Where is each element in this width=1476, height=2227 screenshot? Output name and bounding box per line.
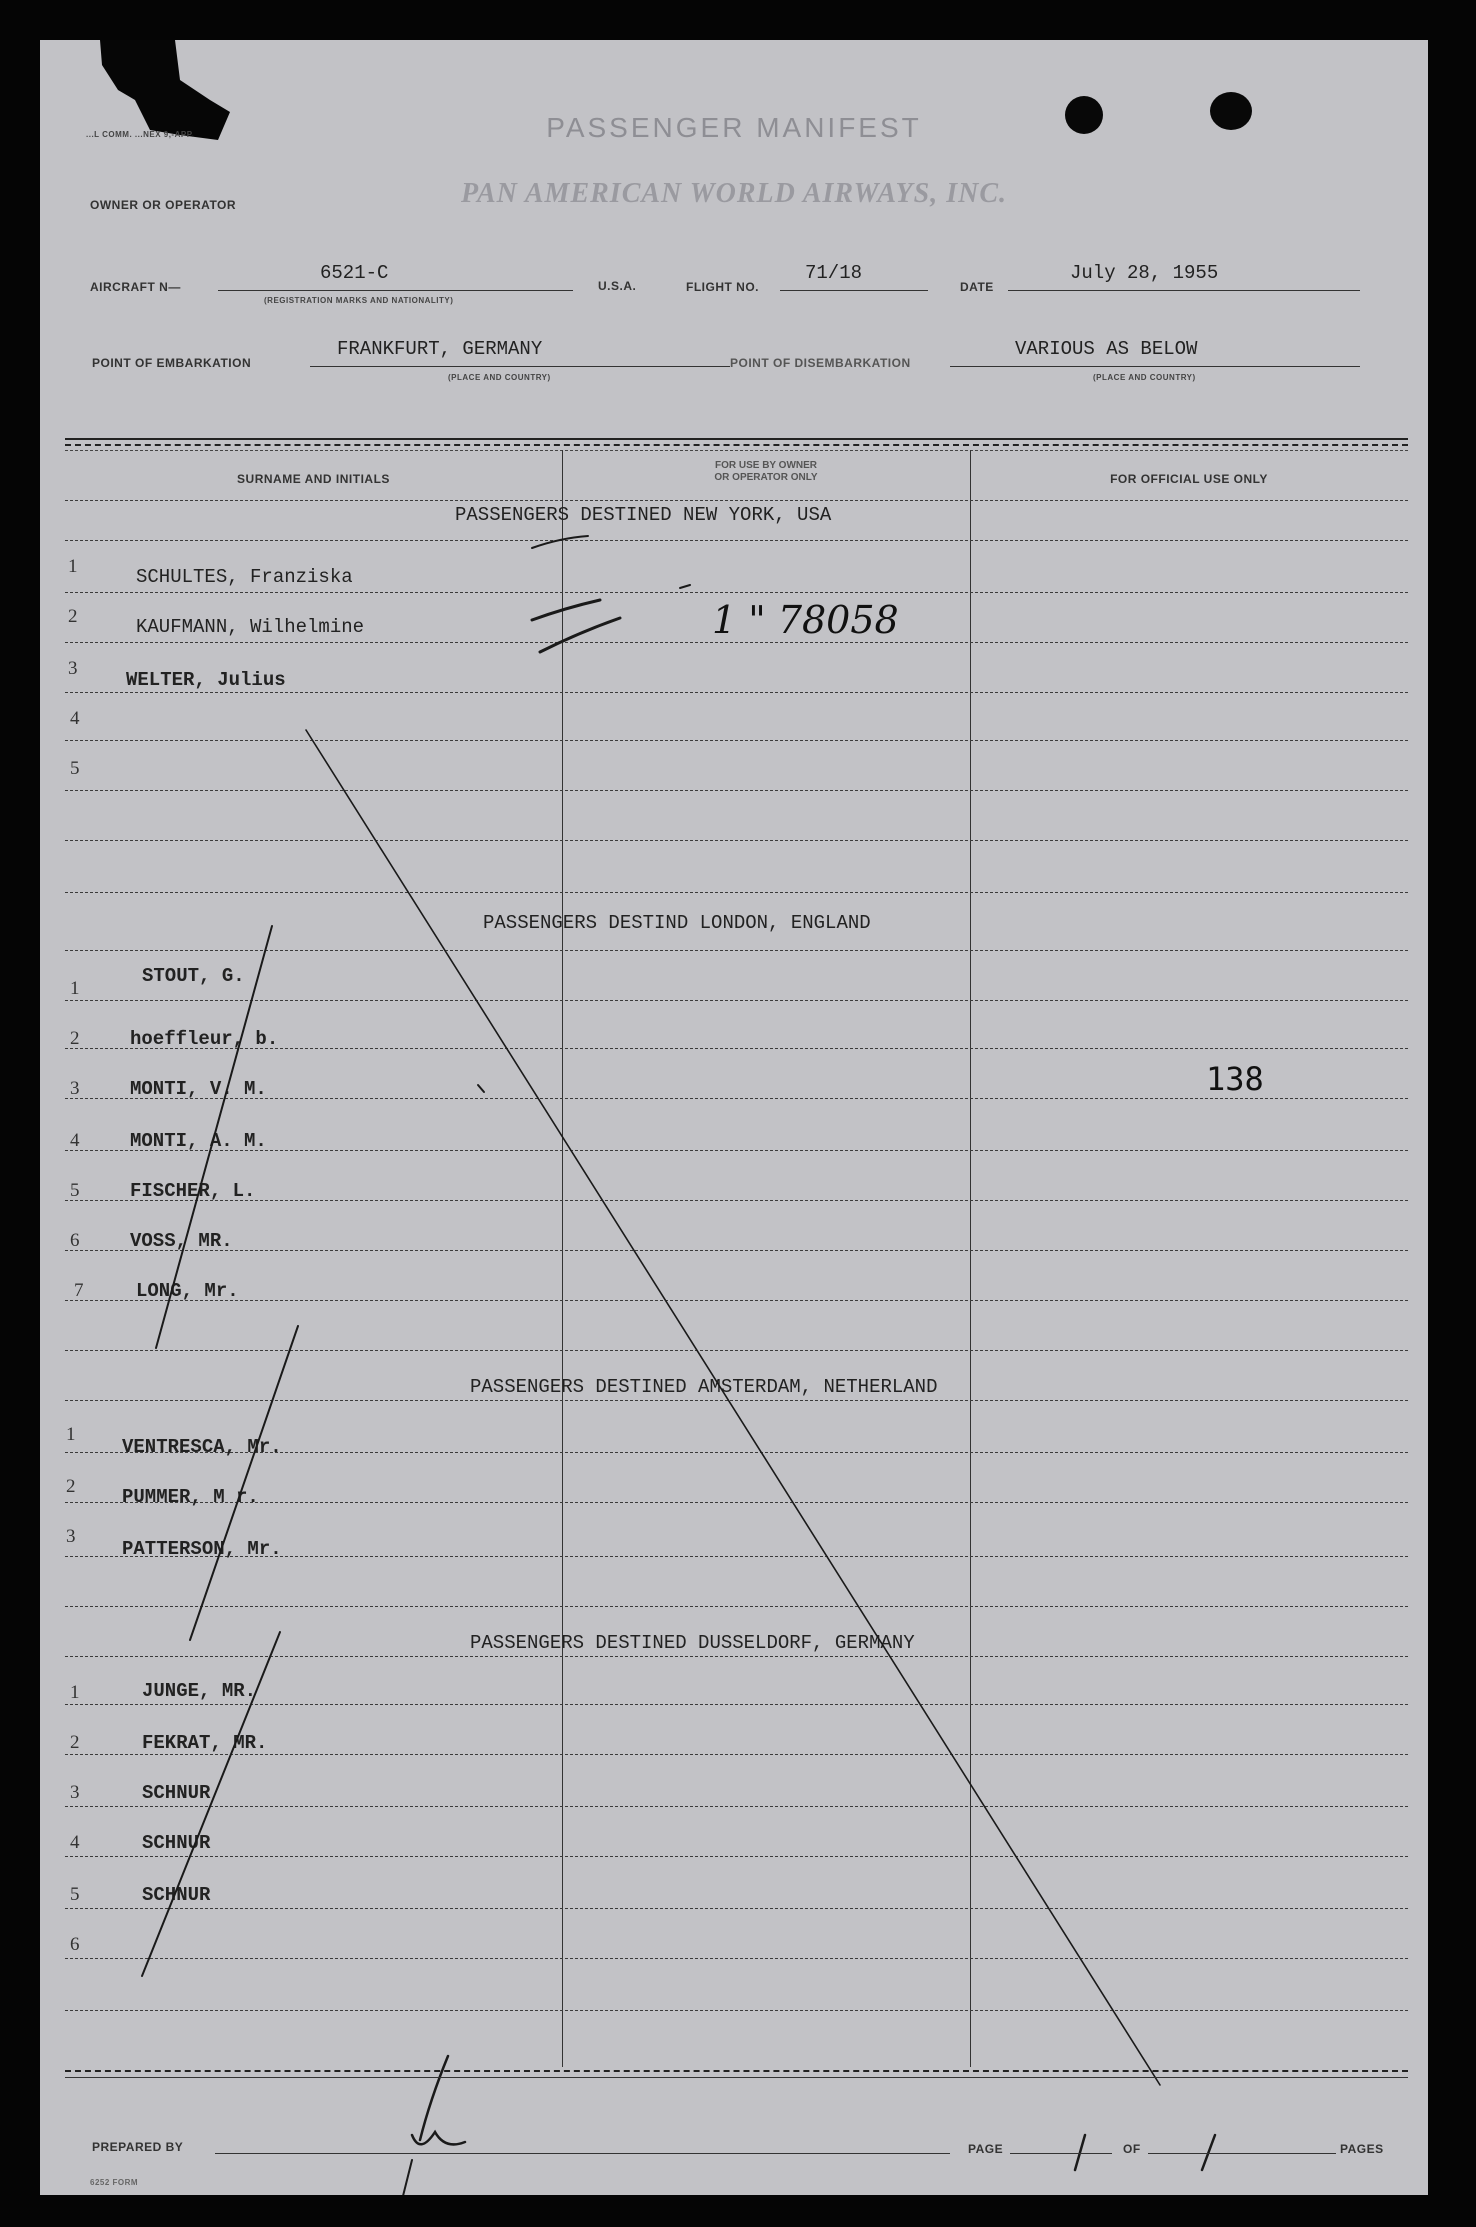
flight-value: 71/18 (805, 262, 863, 284)
passenger-name: STOUT, G. (142, 965, 245, 987)
passenger-name: MONTI, A. M. (130, 1130, 267, 1152)
section-heading-dusseldorf: PASSENGERS DESTINED DUSSELDORF, GERMANY (470, 1632, 915, 1654)
row-number: 1 (66, 1424, 76, 1445)
row-number: 3 (70, 1782, 80, 1803)
row-number: 2 (68, 606, 78, 627)
disembarkation-label: POINT OF DISEMBARKATION (730, 356, 911, 370)
section-heading-new-york: PASSENGERS DESTINED NEW YORK, USA (455, 504, 832, 526)
corner-note: ...L COMM. ...NEX 9,-APP. (86, 130, 195, 139)
row-number: 1 (70, 978, 80, 999)
passenger-name: hoeffleur, b. (130, 1028, 279, 1050)
pen-strokes (40, 40, 1428, 2195)
flight-label: FLIGHT NO. (686, 280, 759, 294)
col-official-header: FOR OFFICIAL USE ONLY (1110, 472, 1268, 486)
passenger-name: VENTRESCA, Mr. (122, 1436, 282, 1458)
form-code: 6252 FORM (90, 2178, 139, 2187)
disembarkation-sublabel: (PLACE AND COUNTRY) (1093, 373, 1196, 382)
embarkation-sublabel: (PLACE AND COUNTRY) (448, 373, 551, 382)
passenger-name: SCHNUR (142, 1832, 211, 1854)
row-number: 3 (68, 658, 78, 679)
passenger-name: LONG, Mr. (136, 1280, 239, 1302)
form-title: PASSENGER MANIFEST (546, 112, 922, 143)
row-number: 5 (70, 758, 80, 779)
page-value (1080, 2128, 1081, 2129)
aircraft-label: AIRCRAFT N— (90, 280, 181, 294)
row-number: 1 (70, 1682, 80, 1703)
owner-operator-label: OWNER OR OPERATOR (90, 198, 237, 212)
handwritten-number: 1 " 78058 (712, 598, 899, 642)
row-number: 5 (70, 1884, 80, 1905)
disembarkation-value: VARIOUS AS BELOW (1015, 338, 1198, 360)
page-label: PAGE (968, 2142, 1004, 2156)
usa-label: U.S.A. (598, 279, 637, 293)
of-label: OF (1123, 2142, 1141, 2156)
aircraft-value: 6521-C (320, 262, 389, 284)
row-number: 6 (70, 1230, 80, 1251)
row-number: 2 (66, 1476, 76, 1497)
row-number: 1 (68, 556, 78, 577)
company-name: PAN AMERICAN WORLD AIRWAYS, INC. (460, 178, 1007, 209)
section-heading-london: PASSENGERS DESTIND LONDON, ENGLAND (483, 912, 871, 934)
row-number: 4 (70, 708, 80, 729)
aircraft-sublabel: (REGISTRATION MARKS AND NATIONALITY) (264, 296, 454, 305)
row-number: 7 (74, 1280, 84, 1301)
prepared-by-label: PREPARED BY (92, 2140, 184, 2154)
row-number: 3 (66, 1526, 76, 1547)
passenger-name: PATTERSON, Mr. (122, 1538, 282, 1560)
row-number: 2 (70, 1028, 80, 1049)
row-number: 2 (70, 1732, 80, 1753)
passenger-name: WELTER, Julius (126, 669, 286, 691)
col-owner-header-1: FOR USE BY OWNER (714, 460, 818, 471)
passenger-name: FEKRAT, MR. (142, 1732, 268, 1754)
embarkation-label: POINT OF EMBARKATION (92, 356, 252, 370)
col-owner-header-2: OR OPERATOR ONLY (714, 472, 818, 483)
passenger-name: FISCHER, L. (130, 1180, 256, 1202)
row-number: 5 (70, 1180, 80, 1201)
official-number: 138 (1206, 1060, 1264, 1098)
passenger-name: KAUFMANN, Wilhelmine (136, 616, 365, 638)
pages-label: PAGES (1340, 2142, 1384, 2156)
passenger-name: JUNGE, MR. (142, 1680, 257, 1702)
passenger-name: SCHULTES, Franziska (136, 566, 353, 588)
row-number: 6 (70, 1934, 80, 1955)
passenger-name: VOSS, MR. (130, 1230, 233, 1252)
embarkation-value: FRANKFURT, GERMANY (337, 338, 543, 360)
section-heading-amsterdam: PASSENGERS DESTINED AMSTERDAM, NETHERLAND (470, 1376, 938, 1398)
date-value: July 28, 1955 (1070, 262, 1219, 284)
passenger-name: SCHNUR (142, 1884, 211, 1906)
row-number: 3 (70, 1078, 80, 1099)
row-number: 4 (70, 1832, 80, 1853)
col-surname-header: SURNAME AND INITIALS (237, 472, 390, 486)
manifest-page (40, 40, 1428, 2195)
date-label: DATE (960, 280, 994, 294)
passenger-name: MONTI, V. M. (130, 1078, 267, 1100)
passenger-name: SCHNUR (142, 1782, 211, 1804)
passenger-name: PUMMER, M r. (122, 1486, 259, 1508)
row-number: 4 (70, 1130, 80, 1151)
of-value (1210, 2128, 1211, 2129)
